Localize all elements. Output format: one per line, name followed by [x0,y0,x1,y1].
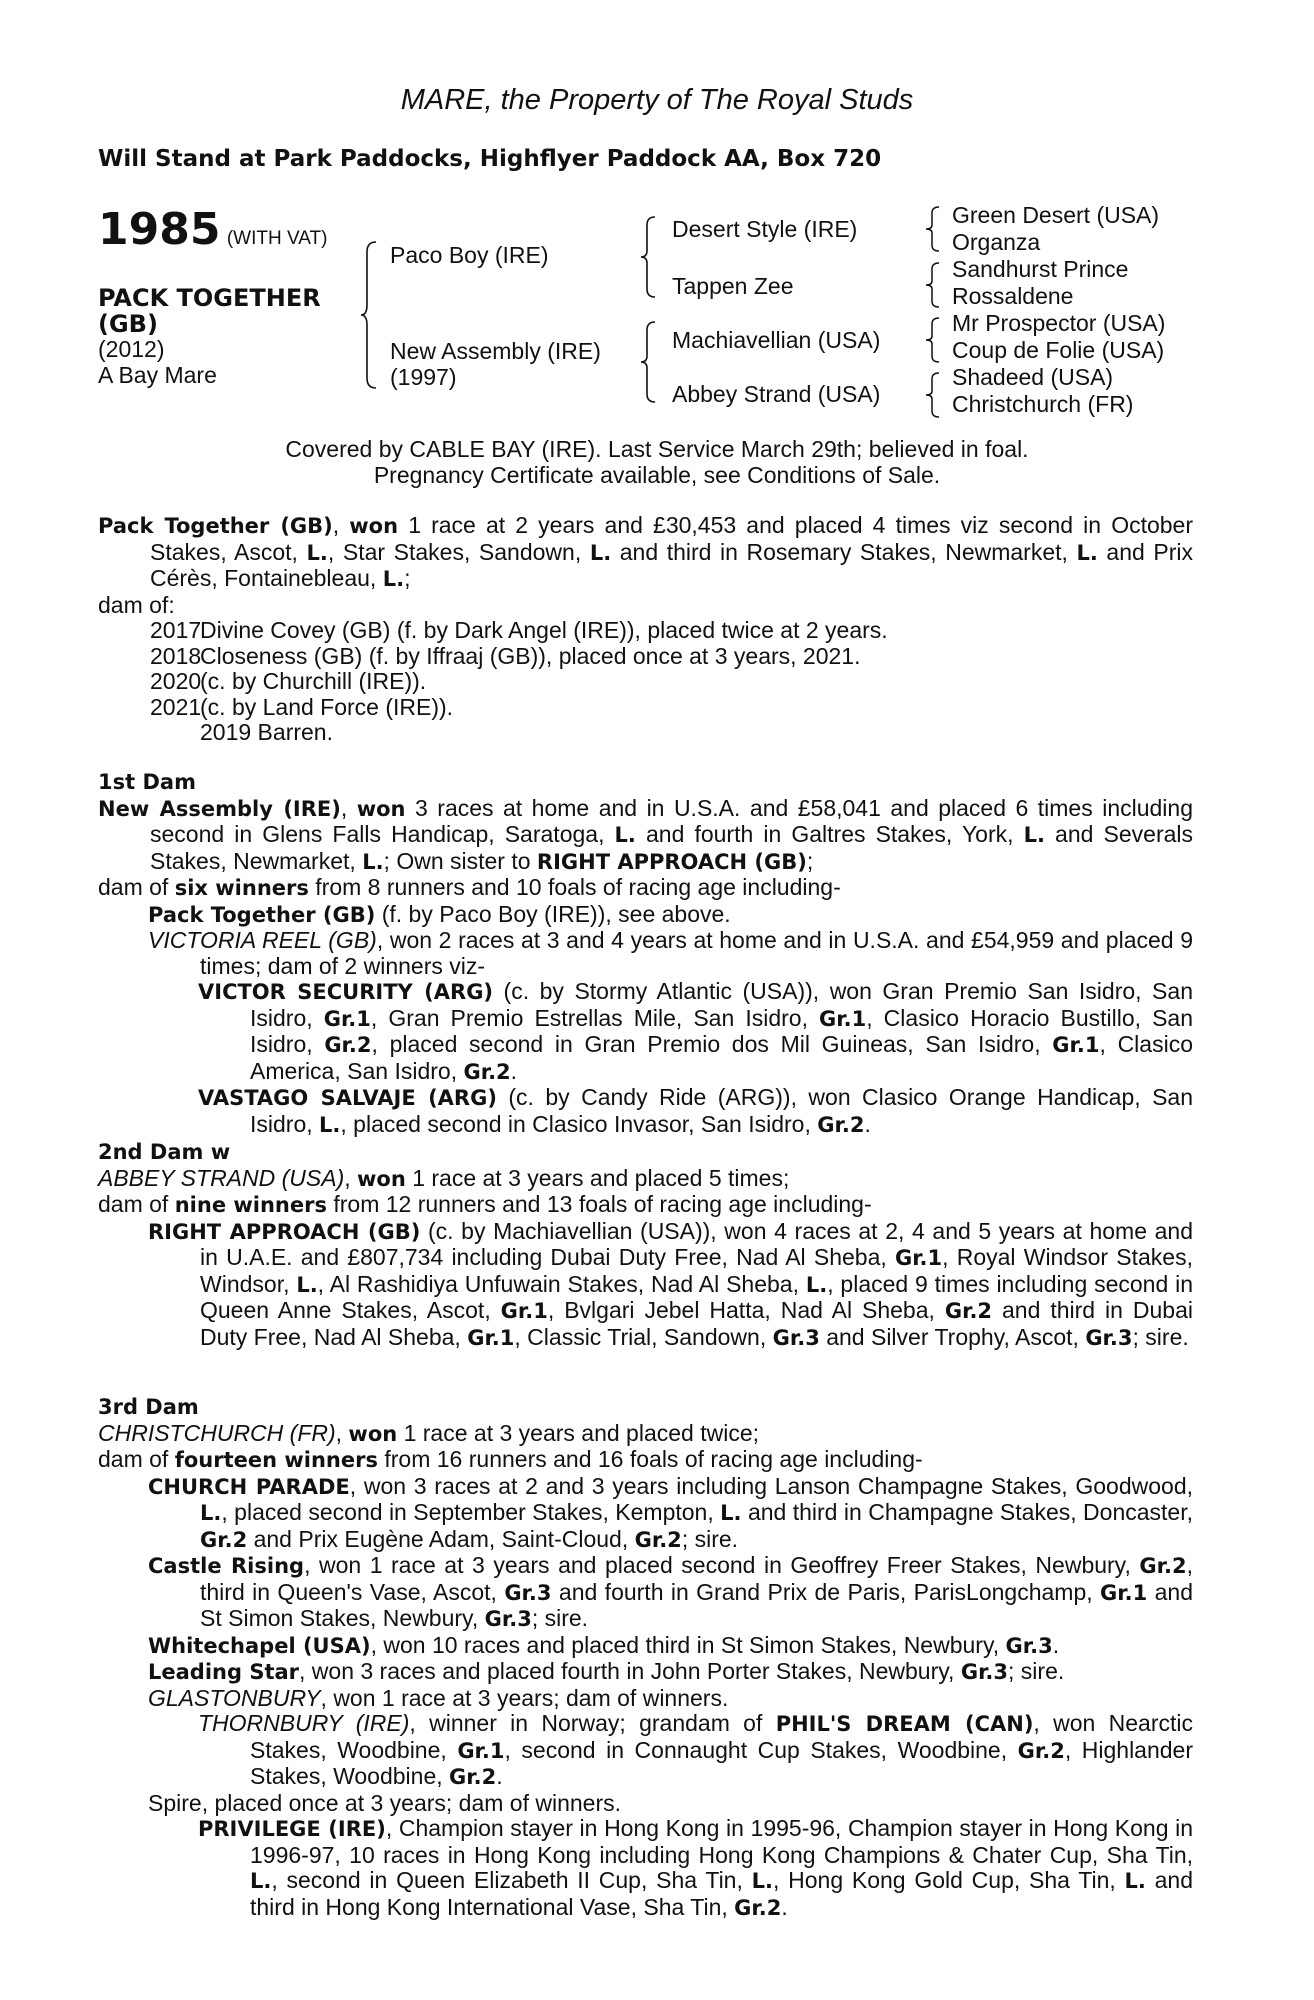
second-dam-section [98,1140,1193,1351]
race-text: , Clasico America, San Isidro, [250,1031,1193,1084]
brace-path [926,318,939,362]
listed-mark: L. [250,1869,272,1893]
pedigree-brace-1 [360,240,380,390]
lot-number-line [98,204,327,255]
pedigree-brace-2a [640,215,658,299]
race-text: , won Nearctic Stakes, Woodbine, [250,1710,1194,1763]
lot-number: 1985 [98,204,221,255]
pedigree-dam-dam: Abbey Strand (USA) [672,381,881,407]
race-text: , won 1 race at 3 years; dam of winners. [320,1684,729,1711]
brace-path [926,373,939,417]
grade-mark: Gr.1 [1052,1033,1100,1057]
dam-of-line [98,1447,1193,1474]
race-text: (c. by Machiavellian (USA)), won 4 races at 2, 4 and 5 years at home and in U.A.E. and £807,734 including Dubai Duty Free, Nad Al Sheba, [200,1217,1193,1270]
race-text: , Bvlgari Jebel Hatta, Nad Al Sheba, [547,1297,945,1323]
offspring-entry [98,1219,1193,1352]
offspring-name: VASTAGO SALVAJE (ARG) [198,1086,497,1110]
brace-path [926,207,939,251]
race-text: , won 3 races and placed fourth in John Porter Stakes, Newbury, [299,1658,961,1684]
grade-mark: Gr.3 [772,1325,820,1350]
brace-path [361,242,376,388]
race-text: 1 race at 3 years and placed twice; [397,1419,760,1446]
covered-line-2: Pregnancy Certificate available, see Conditions of Sale. [373,461,941,488]
pedigree-brace-2b [640,320,658,404]
race-text: , won 3 races at 2 and 3 years including Lanson Champagne Stakes, Goodwood, [349,1472,1193,1499]
winners-count: six winners [174,876,309,900]
dam-of-label: dam of: [98,591,175,618]
race-text: and Severals Stakes, Newmarket, [150,821,1194,874]
grand-offspring-entry [98,979,1193,1085]
foal-year: 2021 [150,693,202,720]
pedigree-brace-3b [925,261,941,309]
comma: , [344,1164,358,1191]
grade-mark: Gr.2 [944,1299,993,1323]
brace-path [926,263,939,307]
dam-of-text: from 8 runners and 10 foals of racing age including- [308,874,841,900]
race-text: and third in Dubai Duty Free, Nad Al Sheba, [200,1297,1193,1350]
race-text: and fourth in Grand Prix de Paris, ParisLongchamp, [551,1578,1101,1605]
second-dam-heading: 2nd Dam w [98,1140,231,1164]
grade-mark: Gr.2 [324,1033,372,1057]
offspring-name: THORNBURY (IRE) [198,1710,410,1736]
race-text: ; sire. [1008,1658,1065,1684]
listed-mark: L. [805,1272,828,1297]
race-text: , Star Stakes, Sandown, [327,538,590,565]
race-text: , third in Queen's Vase, Ascot, [200,1552,1193,1605]
pedigree-dam [390,339,601,390]
listed-mark: L. [382,567,405,591]
first-dam-section [98,770,1193,1138]
foal-row [98,695,1193,721]
foal-text: Divine Covey (GB) (f. by Dark Angel (IRE)), placed twice at 2 years. [200,617,888,643]
offspring-entry [98,1553,1193,1633]
winners-count: fourteen winners [174,1448,378,1472]
offspring-name: Leading Star [148,1660,300,1684]
dam-name: New Assembly (IRE) [98,796,341,821]
foal-year [98,720,200,746]
foal-year: 2020 [150,668,202,694]
second-dam-line [98,1166,1193,1193]
dam-of-text: from 16 runners and 16 foals of racing age including- [377,1446,923,1472]
race-text: . [781,1893,788,1920]
foal-row [98,669,1193,695]
foal-row [98,618,1193,644]
listed-mark: L. [614,823,636,847]
third-dam-line [98,1421,1193,1448]
pedigree-g3-3: Sandhurst Prince [952,256,1129,282]
pedigree-g3-5: Mr Prospector (USA) [952,310,1166,336]
grade-mark: Gr.2 [734,1895,782,1920]
listed-mark: L. [362,849,384,874]
foal-row [98,720,1193,746]
offspring-entry [98,902,1193,929]
winners-count: nine winners [174,1193,327,1217]
grade-mark: Gr.2 [200,1527,248,1552]
grade-mark: Gr.2 [1139,1554,1187,1578]
race-text: ; [806,847,814,874]
listed-mark: L. [589,540,612,565]
offspring-text: , won 2 races at 3 and 4 years at home and in U.S.A. and £54,959 and placed 9 times; dam of 2 winners viz- [200,927,1193,979]
grade-mark: Gr.1 [894,1246,943,1270]
foal-year: 2018 [150,642,202,669]
third-dam-section [98,1395,1193,1921]
race-text: (c. by Stormy Atlantic (USA)), won Gran Premio San Isidro, San Isidro, [250,978,1193,1031]
pedigree-gen3 [952,202,1165,418]
pedigree-g3-7: Shadeed (USA) [952,364,1114,390]
grade-mark: Gr.2 [817,1112,865,1137]
race-text: and Prix Cérès, Fontainebleau, [150,538,1193,591]
grade-mark: Gr.1 [467,1325,515,1350]
listed-mark: L. [200,1501,222,1525]
grade-mark: Gr.2 [634,1527,682,1552]
race-text: , Gran Premio Estrellas Mile, San Isidro, [370,1004,820,1031]
grade-mark: Gr.3 [960,1660,1009,1684]
offspring-name: Castle Rising [148,1554,305,1578]
pedigree-brace-3d [925,371,941,419]
offspring-text: (f. by Paco Boy (IRE)), see above. [375,900,731,927]
race-text: ; sire. [681,1525,739,1552]
third-dam-heading: 3rd Dam [98,1395,199,1419]
race-text: ; sire. [1132,1323,1189,1350]
won-label: won [348,1421,398,1446]
listed-mark: L. [1124,1869,1146,1893]
race-text: , Champion stayer in Hong Kong in 1995-96, Champion stayer in Hong Kong in 1996-97, 10 races in Hong Kong including Hong Kong Champions & Chater Cup, Sha Tin, [250,1815,1194,1868]
race-text: . [496,1763,503,1789]
dam-of-text: from 12 runners and 13 foals of racing age including- [326,1191,872,1217]
foal-year: 2017 [150,617,202,643]
first-dam-heading: 1st Dam [98,770,196,794]
pedigree-dam-name: New Assembly (IRE) [390,338,601,364]
horse-name: PACK TOGETHER [98,284,321,312]
horse-country: (GB) [98,309,158,338]
grand-offspring-entry [98,1711,1193,1791]
pedigree-dam-year: (1997) [390,363,457,390]
comma: , [335,1419,349,1446]
horse-description: A Bay Mare [98,361,217,388]
race-text: and third in Hong Kong International Vase, Sha Tin, [250,1867,1194,1920]
race-text: . [1052,1631,1060,1658]
race-text: ; sire. [531,1605,589,1631]
race-text: , Al Rashidiya Unfuwain Stakes, Nad Al Sheba, [317,1270,806,1297]
offspring-name: PHIL'S DREAM (CAN) [775,1712,1034,1736]
dam-of-text: dam of [98,874,175,900]
offspring-name: Whitechapel (USA) [148,1633,371,1658]
grade-mark: Gr.1 [457,1738,505,1763]
race-text: , won 1 race at 3 years and placed second in Geoffrey Freer Stakes, Newbury, [304,1552,1140,1578]
listed-mark: L. [1023,823,1045,847]
grade-mark: Gr.1 [819,1006,867,1031]
race-text: . [864,1110,871,1137]
grade-mark: Gr.1 [500,1299,548,1323]
offspring-entry [98,1791,1193,1817]
grade-mark: Gr.3 [484,1607,532,1631]
offspring-entry [98,1659,1193,1686]
foal-text: (c. by Land Force (IRE)). [200,693,454,720]
race-text: and fourth in Galtres Stakes, York, [635,821,1024,847]
listed-mark: L. [319,1112,341,1137]
covered-line-1: Covered by CABLE BAY (IRE). Last Service March 29th; believed in foal. [285,436,1029,462]
grade-mark: Gr.2 [463,1059,511,1084]
race-text: , winner in Norway; grandam of [409,1710,776,1736]
vat-note: (WITH VAT) [226,228,328,249]
race-text: , Royal Windsor Stakes, Windsor, [200,1244,1193,1297]
dam-of-line [98,1192,1193,1219]
race-text: , Clasico Horacio Bustillo, San Isidro, [250,1004,1193,1057]
grade-mark: Gr.3 [1085,1325,1133,1350]
pedigree-g3-2: Organza [952,229,1041,255]
won-label: won [349,514,399,538]
listed-mark: L. [306,540,328,565]
offspring-entry [98,1633,1193,1660]
brace-path [641,322,655,402]
stand-location: Will Stand at Park Paddocks, Highflyer Paddock AA, Box 720 [98,146,882,172]
pedigree-sire-dam: Tappen Zee [672,273,794,299]
listed-mark: L. [1076,540,1098,565]
dam-of-text: dam of [98,1446,175,1472]
pedigree-g3-8: Christchurch (FR) [952,391,1134,417]
offspring-name: PRIVILEGE (IRE) [198,1817,386,1841]
race-text: , Classic Trial, Sandown, [514,1323,773,1350]
race-text: , placed second in Gran Premio dos Mil Guineas, San Isidro, [371,1031,1053,1057]
brace-path [641,217,655,297]
pedigree-sire-sire: Desert Style (IRE) [672,216,858,242]
pedigree-dam-sire: Machiavellian (USA) [672,327,881,353]
listed-mark: L. [751,1869,773,1893]
race-text: 1 race at 3 years and placed 5 times; [405,1164,790,1191]
race-text: , won 10 races and placed third in St Simon Stakes, Newbury, [370,1631,1006,1658]
won-label: won [356,796,406,821]
race-text: ; [404,565,411,591]
grade-mark: Gr.3 [504,1580,552,1605]
grade-mark: Gr.3 [1005,1633,1053,1658]
race-text: , placed 9 times including second in Queen Anne Stakes, Ascot, [200,1270,1193,1323]
offspring-name: VICTORIA REEL (GB) [148,927,377,953]
first-dam-paragraph: New Assembly (IRE), won 3 races at home and in U.S.A. and £58,041 and placed 6 times including second in Glens Falls Handicap, Saratoga, L. and fourth in Galtres Stakes, York, L. and Severals Stakes, Newmarket, L.; Own sister to RIGHT APPROACH (GB); [98,794,1194,874]
race-text: and Silver Trophy, Ascot, [819,1323,1086,1350]
race-text: ; Own sister to [383,847,537,874]
race-text: , Highlander Stakes, Woodbine, [250,1736,1193,1789]
race-text: , placed second in September Stakes, Kempton, [221,1499,721,1525]
pedigree-brace-3c [925,316,941,364]
race-text: , placed second in Clasico Invasor, San Isidro, [340,1110,818,1137]
race-text: . [510,1057,518,1084]
race-text: (c. by Candy Ride (ARG)), won Clasico Orange Handicap, San Isidro, [250,1084,1193,1137]
race-text: , Hong Kong Gold Cup, Sha Tin, [772,1867,1125,1893]
race-text: , second in Connaught Cup Stakes, Woodbine, [504,1736,1018,1763]
offspring-text: Spire, placed once at 3 years; dam of winners. [148,1789,622,1816]
foal-row [98,644,1193,670]
offspring-name: GLASTONBURY [148,1684,321,1711]
foal-text: Closeness (GB) (f. by Iffraaj (GB)), placed once at 3 years, 2021. [200,642,861,669]
race-text: and Prix Eugène Adam, Saint-Cloud, [247,1525,635,1552]
pedigree-sire: Paco Boy (IRE) [390,242,549,268]
mare-name: Pack Together (GB) [98,514,333,538]
offspring-entry [98,1686,1193,1712]
race-text: , second in Queen Elizabeth II Cup, Sha Tin, [271,1867,752,1893]
pedigree-g3-6: Coup de Folie (USA) [952,337,1165,363]
race-text: 1 race at 2 years and £30,453 and placed 4 times viz second in October Stakes, Ascot, [150,512,1194,565]
race-text: and third in Champagne Stakes, Doncaster, [741,1499,1194,1525]
dam-of-text: dam of [98,1191,175,1217]
offspring-name: RIGHT APPROACH (GB) [148,1219,421,1244]
produce-paragraph: Pack Together (GB), won 1 race at 2 years and £30,453 and placed 4 times viz second in October Stakes, Ascot, L., Star Stakes, Sandown, L. and third in Rosemary Stakes, Newmarket, L. and Prix Cérès, Fontainebleau, L.; [98,512,1194,591]
grand-offspring-entry [98,1085,1193,1138]
race-text: and third in Rosemary Stakes, Newmarket, [611,538,1077,565]
won-label: won [357,1166,406,1191]
lot-details [98,286,321,388]
page-title: MARE, the Property of The Royal Studs [400,84,914,116]
dam-name: ABBEY STRAND (USA) [98,1164,345,1191]
produce-section [98,513,1193,746]
horse-year: (2012) [98,336,165,362]
grade-mark: Gr.1 [1100,1580,1148,1605]
grade-mark: Gr.1 [323,1006,371,1031]
sister-name: RIGHT APPROACH (GB) [536,849,807,874]
covered-note [0,437,1314,488]
pedigree-g3-1: Green Desert (USA) [952,202,1160,228]
listed-mark: L. [296,1272,318,1297]
pedigree-g3-4: Rossaldene [952,283,1074,309]
dam-of-line [98,875,1193,902]
grand-offspring-entry [98,1816,1193,1921]
foal-text: (c. by Churchill (IRE)). [200,668,427,694]
race-text: and St Simon Stakes, Newbury, [200,1578,1194,1631]
offspring-name: Pack Together (GB) [148,902,376,927]
dam-name: CHRISTCHURCH (FR) [98,1419,336,1446]
listed-mark: L. [720,1501,742,1525]
offspring-name: VICTOR SECURITY (ARG) [198,980,494,1004]
race-text: 3 races at home and in U.S.A. and £58,041 and placed 6 times including second in Glens Falls Handicap, Saratoga, [150,794,1193,847]
foal-text: 2019 Barren. [200,719,333,745]
offspring-entry [98,928,1193,979]
grade-mark: Gr.2 [1017,1738,1065,1763]
offspring-name: CHURCH PARADE [148,1474,350,1499]
grade-mark: Gr.2 [449,1765,497,1789]
pedigree-brace-3a [925,205,941,253]
offspring-entry [98,1474,1193,1554]
